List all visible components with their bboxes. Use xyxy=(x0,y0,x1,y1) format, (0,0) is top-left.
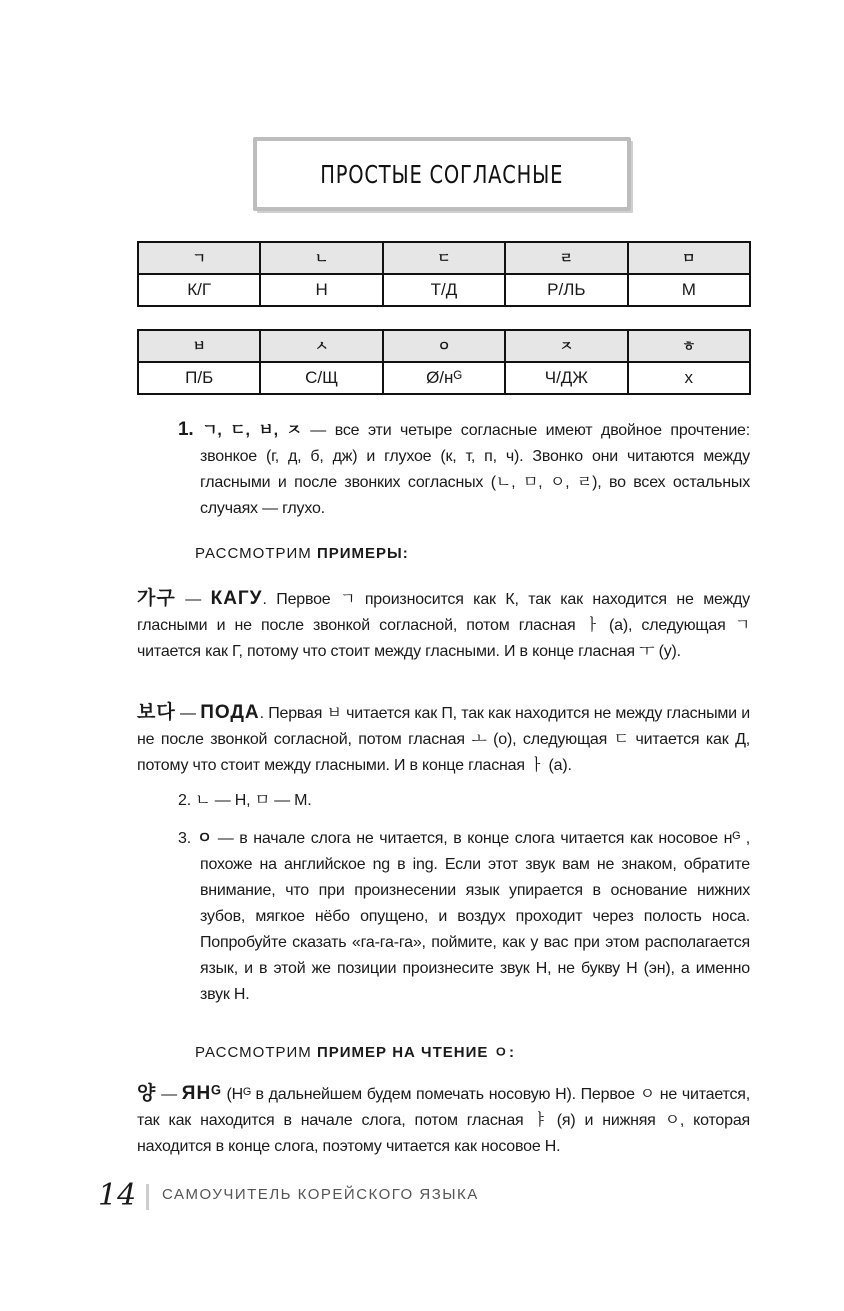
rule-item-3 xyxy=(178,826,750,1008)
table-cell-letter: ㅇ xyxy=(383,330,505,362)
reading: ЯНᴳ xyxy=(181,1083,222,1104)
table-cell-letter: ㄱ xyxy=(138,242,260,274)
item-text: — все эти четыре согласные имеют двойное прочтение: звонкое (г, д, б, дж) и глухое (к, т, п, ч). Звонко они читаются между гласными и после звонких согласных (ㄴ, ㅁ, ㅇ, ㄹ), во всех остальных случаях — глухо. xyxy=(200,422,751,517)
table-cell-sound: Н xyxy=(260,274,382,306)
item-letter: ㅇ xyxy=(196,830,212,847)
table-cell-letter: ㅂ xyxy=(138,330,260,362)
page-number: 14 xyxy=(98,1178,137,1213)
heading-normal: РАССМОТРИМ xyxy=(195,545,317,562)
heading-normal: РАССМОТРИМ xyxy=(195,1044,317,1061)
consonant-table-1 xyxy=(137,241,751,307)
footer-divider xyxy=(146,1184,149,1210)
rule-item-1 xyxy=(178,417,751,522)
item-text: — в начале слога не читается, в конце слога читается как носовое нᴳ , похоже на английское ng в ing. Если этот звук вам не знаком, обратите внимание, что при произнесении язык упирается в основание нижних зубов, мягкое нёбо опущено, и воздух проходит через полость носа. Попробуйте сказать «га-га-га», поймите, как у вас при этом располагается язык, и в этой же позиции произнесите звук Н, не букву Н (эн), а именно звук Н. xyxy=(200,830,750,1003)
table-cell-sound: Ч/ДЖ xyxy=(505,362,627,394)
consonant-table-2 xyxy=(137,329,751,395)
section-title-box xyxy=(253,137,631,211)
table-cell-sound: М xyxy=(628,274,750,306)
item-number: 2. xyxy=(178,792,191,809)
example-yang xyxy=(137,1081,750,1160)
table-cell-sound: Ø/нᴳ xyxy=(383,362,505,394)
dash: — xyxy=(156,1086,182,1103)
section-title: ПРОСТЫЕ СОГЛАСНЫЕ xyxy=(320,159,564,189)
table-cell-sound: П/Б xyxy=(138,362,260,394)
heading-bold: ПРИМЕР НА ЧТЕНИЕ ㅇ: xyxy=(316,1044,516,1061)
reading: ПОДА xyxy=(200,702,260,723)
korean-word: 보다 xyxy=(137,702,176,723)
table-cell-letter: ㄴ xyxy=(260,242,382,274)
table-cell-letter: ㅅ xyxy=(260,330,382,362)
table-cell-sound: С/Щ xyxy=(260,362,382,394)
dash: — xyxy=(175,591,211,608)
item-number: 3. xyxy=(178,830,191,847)
table-cell-letter: ㅁ xyxy=(628,242,750,274)
reading: КАГУ xyxy=(210,588,263,609)
table-cell-sound: Т/Д xyxy=(383,274,505,306)
table-cell-letter: ㄷ xyxy=(383,242,505,274)
table-cell-sound: х xyxy=(628,362,750,394)
dash: — xyxy=(175,705,201,722)
example-text: . Первое ㄱ произносится как К, так как находится не между гласными и не после звонкой согласной, потом гласная ㅏ (а), следующая ㄱ читается как Г, потому что стоит между гласными. И в конце гласная ㅜ (у). xyxy=(137,591,750,660)
example-poda xyxy=(137,700,750,779)
table-cell-sound: К/Г xyxy=(138,274,260,306)
korean-word: 양 xyxy=(137,1083,157,1104)
book-title: САМОУЧИТЕЛЬ КОРЕЙСКОГО ЯЗЫКА xyxy=(162,1186,479,1203)
item-number: 1. xyxy=(178,419,194,440)
reading-example-heading xyxy=(195,1041,515,1062)
table-cell-sound: Р/ЛЬ xyxy=(505,274,627,306)
item-text: ㄴ — Н, ㅁ — М. xyxy=(195,792,312,809)
table-cell-letter: ㄹ xyxy=(505,242,627,274)
example-text: . Первая ㅂ читается как П, так как находится не между гласными и не после звонкой согласной, потом гласная ㅗ (о), следующая ㄷ читается как Д, потому что стоит между гласными. И в конце гласная ㅏ (а). xyxy=(137,705,750,774)
example-text: (Нᴳ в дальнейшем будем помечать носовую Н). Первое ㅇ не читается, так как находится в начале слога, потом гласная ㅑ (я) и нижняя ㅇ, которая находится в конце слога, поэтому читается как носовое Н. xyxy=(137,1086,750,1155)
table-cell-letter: ㅎ xyxy=(628,330,750,362)
item-letters: ㄱ, ㄷ, ㅂ, ㅈ xyxy=(202,422,302,439)
rule-item-2 xyxy=(178,788,750,814)
examples-heading xyxy=(195,545,409,562)
korean-word: 가구 xyxy=(137,588,176,609)
table-cell-letter: ㅈ xyxy=(505,330,627,362)
heading-bold: ПРИМЕРЫ: xyxy=(316,545,409,562)
example-kagu xyxy=(137,586,750,665)
